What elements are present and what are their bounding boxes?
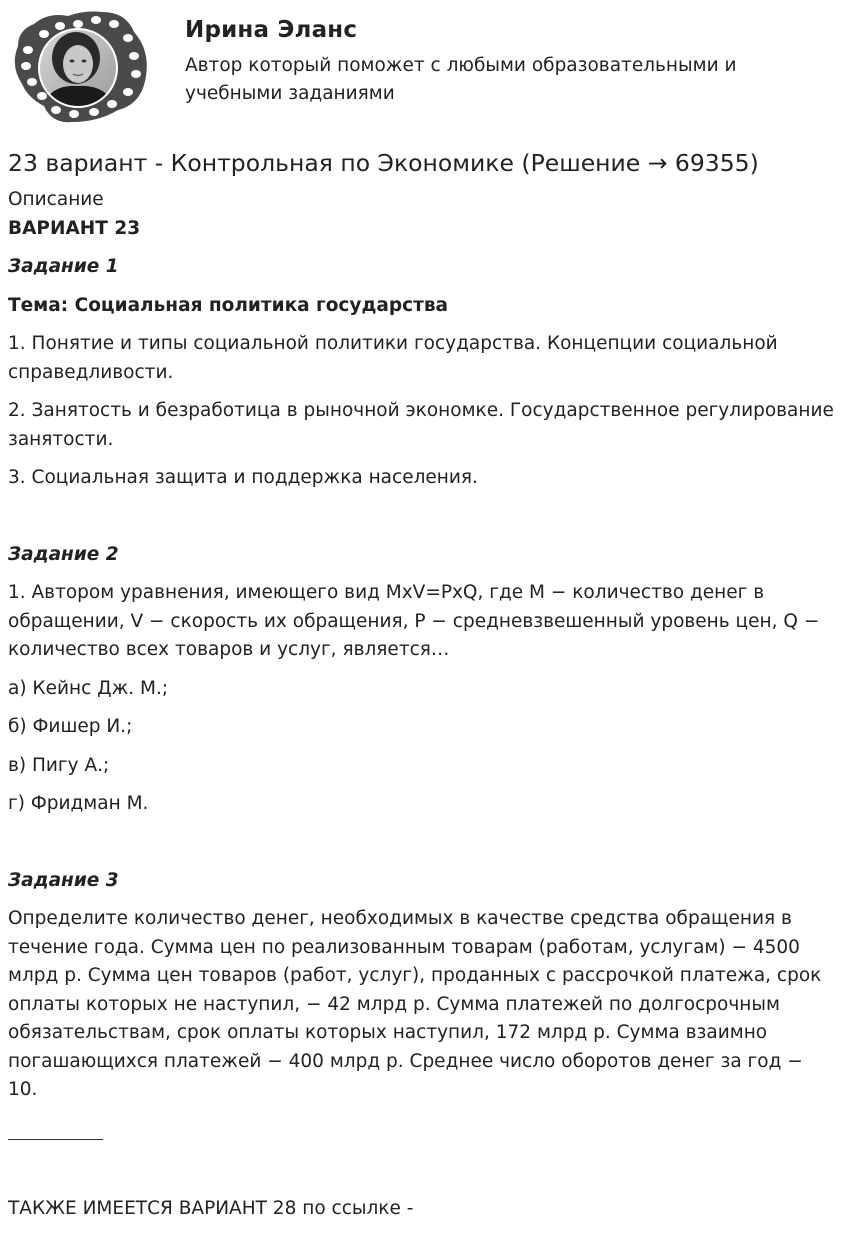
task2-heading: Задание 2: [8, 543, 119, 565]
task1-heading: Задание 1: [8, 256, 119, 277]
author-name[interactable]: Ирина Эланс: [185, 17, 358, 43]
task2-question: 1. Автором уравнения, имеющего вид MxV=PxQ, где M − количество денег в обращении, V − скорость их обращения, P − средневзвешенный уровень цен, Q − количество всех товаров и услуг, является…: [8, 582, 820, 660]
task1-item: 3. Социальная защита и поддержка населения.: [8, 467, 478, 488]
task2-option: а) Кейнс Дж. М.;: [8, 677, 169, 699]
description-label: Описание: [8, 189, 104, 210]
task2-option: б) Фишер И.;: [8, 716, 133, 737]
task1-item: 2. Занятость и безработица в рыночной экономке. Государственное регулирование занятости.: [8, 400, 834, 450]
task3-heading: Задание 3: [8, 869, 119, 891]
task3-text: Определите количество денег, необходимых в качестве средства обращения в течение года. Сумма цен по реализованным товарам (работам, услугам) − 4500 млрд р. Сумма цен товаров (работ, услуг), проданных с рассрочкой платежа, срок оплаты которых не наступил, − 42 млрд р. Сумма платежей по долгосрочным обязательствам, срок оплаты которых наступил, 172 млрд р. Сумма взаимно погашающихся платежей − 400 млрд р. Среднее число оборотов денег за год − 10.: [8, 908, 822, 1100]
page-title: 23 вариант - Контрольная по Экономике (Решение → 69355): [8, 149, 759, 177]
author-header: [8, 6, 838, 130]
task1-item: 1. Понятие и типы социальной политики государства. Концепции социальной справедливости.: [8, 333, 778, 383]
divider: [8, 1139, 103, 1140]
task2-option: г) Фридман М.: [8, 793, 149, 814]
also-variant-text: ТАКЖЕ ИМЕЕТСЯ ВАРИАНТ 28 по ссылке -: [8, 1197, 414, 1219]
task1-theme: Тема: Социальная политика государства: [8, 294, 449, 316]
author-description: Автор который поможет с любыми образовательными и учебными заданиями: [185, 55, 737, 104]
task2-option: в) Пигу А.;: [8, 754, 110, 776]
description-content: [8, 186, 834, 1223]
film-reel-avatar-icon[interactable]: [8, 6, 150, 128]
variant-title: ВАРИАНТ 23: [8, 217, 141, 239]
